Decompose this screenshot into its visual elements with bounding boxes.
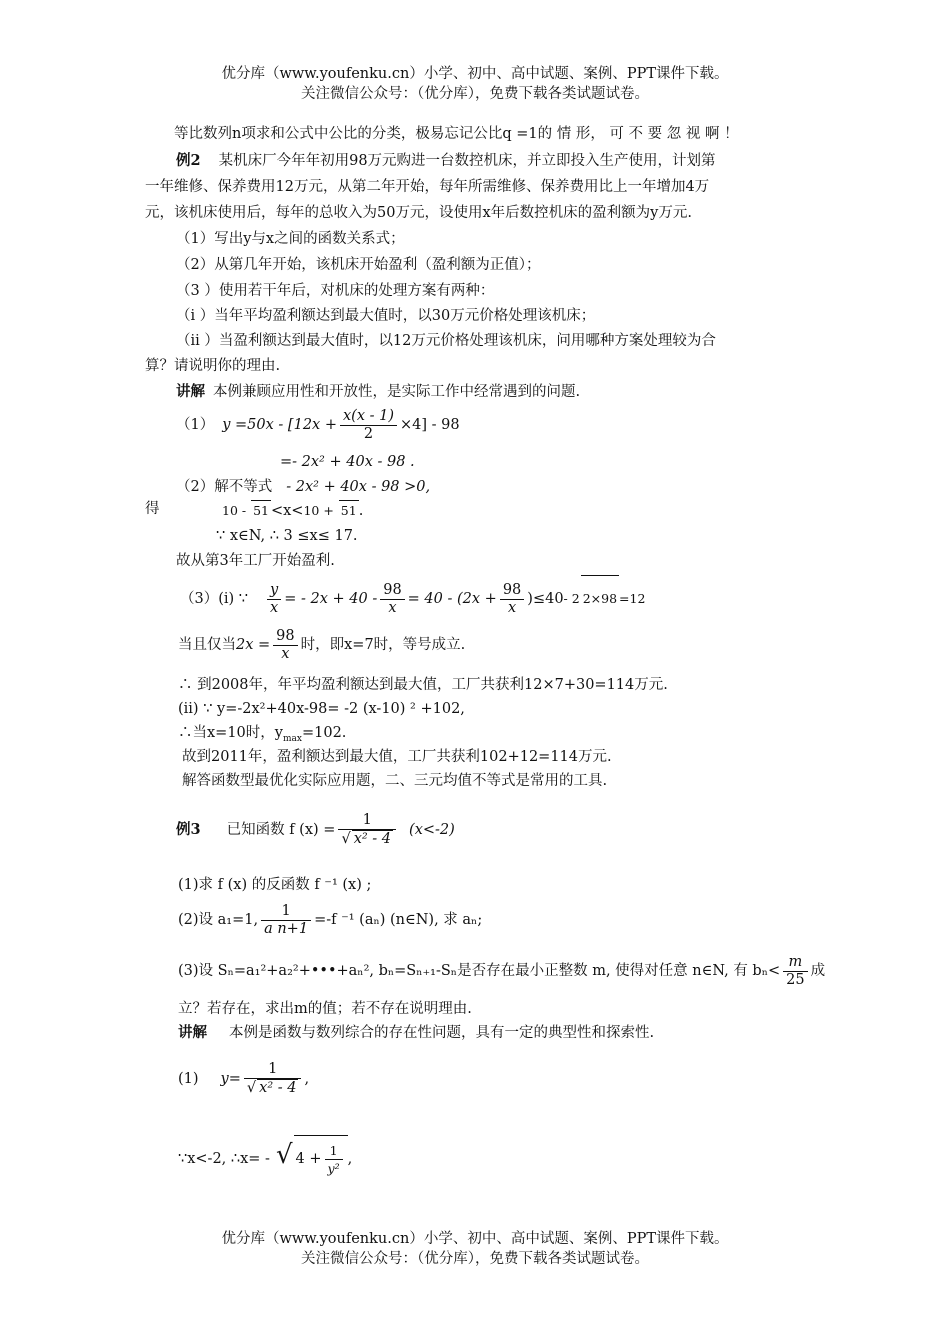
s3-equality-frac: [273, 628, 297, 663]
ex2-s2-de: 得: [145, 501, 160, 517]
s2-range-b: 10 +: [303, 503, 338, 518]
ex2-solution-label: 讲解: [176, 383, 205, 400]
ex2-s2-conclusion: 故从第3年工厂开始盈利.: [176, 553, 335, 569]
ex2-s2-range: [222, 500, 363, 521]
ex2-question-2: （2）从第几年开始，该机床开始盈利（盈利额为正值）；: [176, 257, 541, 273]
footer-line-1: 优分库（www.youfenku.cn）小学、初中、高中试题、案例、PPT课件下载。: [221, 1231, 729, 1247]
ex3-stem-a: 已知函数 f (x) =: [226, 822, 336, 838]
s2-sqrt-51-b: [339, 500, 359, 521]
ex3-q3-a: (3)设 Sₙ=a₁²+a₂²+•••+aₙ², bₙ=Sₙ₊₁-Sₙ是否存在最小正整数 m, 使得对任意 n∈N, 有 bₙ<: [178, 963, 781, 979]
ex3-question-1: (1)求 f (x) 的反函数 f ⁻¹ (x) ;: [178, 877, 372, 893]
ex3-s2-formula: [178, 1132, 352, 1182]
ex3-s2-sqrt-a: 4 +: [295, 1151, 322, 1167]
ex2-s2-line: [176, 477, 430, 497]
ex3-stem-frac: [338, 812, 396, 848]
ex3-s1-frac-den: [244, 1078, 302, 1097]
ex2-s3-year-2011: 故到2011年，盈利额达到最大值，工厂共获利102+12=114万元.: [182, 749, 612, 765]
ex2-s3-ymax: [178, 723, 346, 743]
ex3-stem-sqrt-sign: √: [341, 831, 351, 847]
ex3-s1-sqrt-sign: √: [246, 1080, 257, 1096]
s3-equality-frac-num: 98: [276, 627, 295, 644]
s3-sqrt: [581, 575, 619, 622]
ex2-option-ii-1: （ii ）当盈利额达到最大值时，以12万元价格处理该机床，问用哪种方案处理较为合: [176, 333, 716, 349]
ex3-solution-text: 本例是函数与数列综合的存在性问题，具有一定的典型性和探索性.: [229, 1025, 655, 1041]
s3-expr-1: = - 2x + 40 -: [284, 591, 378, 607]
ex2-s2-integer: ∵ x∈N, ∴ 3 ≤x≤ 17.: [216, 528, 358, 544]
s3-equality-c: 时，即x=7时，等号成立.: [300, 637, 466, 653]
ex2-option-i: （i ）当年平均盈利额达到最大值时，以30万元价格处理该机床；: [176, 308, 596, 324]
ex3-q3-frac: [783, 954, 807, 989]
ex3-s2-frac-den: y²: [325, 1159, 343, 1177]
ex3-label: 例3: [176, 821, 201, 838]
ex2-label: 例2: [176, 152, 201, 169]
s2-sqrt-51-a-val: 51: [253, 503, 269, 518]
ex3-question-3: [178, 951, 825, 991]
ex2-solution-intro: [176, 382, 580, 402]
ex2-question-3: （3 ）使用若干年后，对机床的处理方案有两种：: [176, 283, 495, 299]
s2-label: （2）解不等式: [176, 479, 273, 495]
ex3-stem-frac-den: [338, 829, 396, 848]
s3-ymax-a: ∴当x=10时，y: [178, 725, 283, 741]
ex2-question-1: （1）写出y与x之间的函数关系式；: [176, 231, 405, 247]
ex3-q3-b: 成: [810, 963, 826, 979]
ex3-question-3-cont: 立？若存在，求出m的值；若不存在说明理由.: [178, 1001, 472, 1017]
s3-equality-b: 2x =: [236, 637, 271, 653]
header-line-2: 关注微信公众号：（优分库），免费下载各类试题试卷。: [301, 86, 649, 102]
s3-expr-4: - 2: [563, 591, 580, 606]
s3-frac-98x-a-num: 98: [383, 581, 402, 598]
s2-sqrt-51-b-val: 51: [340, 503, 357, 518]
ex2-s3-formula: [180, 575, 645, 622]
ex2-s3-year-2008: ∴ 到2008年，年平均盈利额达到最大值，工厂共获利12×7+30=114万元.: [178, 677, 668, 693]
ex3-stem-b: (x<-2): [409, 822, 455, 838]
s3-frac-98x-a-den: x: [380, 599, 404, 617]
s2-range-end: .: [358, 503, 364, 519]
s1-fraction: [340, 408, 397, 443]
s3-frac-yx-den: x: [267, 599, 281, 617]
ex3-q2-a: (2)设 a₁=1,: [178, 912, 259, 928]
s3-frac-98x-b-num: 98: [502, 581, 522, 598]
s3-frac-98x-a: [380, 582, 404, 617]
ex2-text-1: 某机床厂今年年初用98万元购进一台数控机床，并立即投入生产使用，计划第: [218, 153, 716, 169]
header-line-1: 优分库（www.youfenku.cn）小学、初中、高中试题、案例、PPT课件下载。: [221, 66, 729, 82]
s1-frac-den: 2: [340, 425, 397, 443]
s2-range-lt: <x<: [270, 503, 304, 519]
s1-frac-num: x(x - 1): [342, 407, 394, 424]
ex3-q2-frac: [261, 903, 311, 938]
s3-frac-98x-b-den: x: [500, 599, 524, 617]
ex3-q2-frac-num: 1: [281, 902, 291, 919]
s3-equality-frac-den: x: [273, 645, 297, 663]
ex3-s2-sqrt-sign: √: [275, 1140, 293, 1170]
s3-expr-2: = 40 - (2x +: [407, 591, 497, 607]
s3-frac-yx-num: y: [270, 581, 279, 598]
ex3-s1-y: y=: [220, 1071, 241, 1087]
ex2-option-ii-2: 算？请说明你的理由.: [145, 358, 281, 374]
s3-label: （3）(i) ∵: [180, 591, 249, 607]
ex3-s2-frac: [325, 1142, 343, 1177]
s1-right: ×4] - 98: [400, 417, 460, 433]
ex2-line-3: 元，该机床使用后，每年的总收入为50万元，设使用x年后数控机床的盈利额为y万元.: [145, 205, 692, 221]
ex2-s3-equality: [178, 624, 465, 666]
s3-expr-5: =12: [619, 591, 646, 606]
footer-line-2: 关注微信公众号：（优分库），免费下载各类试题试卷。: [301, 1251, 649, 1267]
ex2-solution-text: 本例兼顾应用性和开放性，是实际工作中经常遇到的问题.: [213, 384, 581, 400]
ex2-s3-summary: 解答函数型最优化实际应用题，二、三元均值不等式是常用的工具.: [182, 773, 608, 789]
s3-sqrt-val: 2×98: [582, 591, 618, 606]
s2-range-a: 10 -: [222, 503, 251, 518]
ex3-stem-sqrt: x² - 4: [353, 831, 392, 847]
ex3-q2-frac-den: a n+1: [261, 920, 311, 938]
s3-frac-yx: [267, 582, 281, 617]
ex3-solution-label: 讲解: [178, 1024, 207, 1041]
ex2-s1-result: =- 2x² + 40x - 98 .: [280, 454, 415, 470]
s1-left: y =50x - [12x +: [222, 417, 337, 433]
s3-equality-a: 当且仅当: [178, 637, 236, 653]
ex3-q3-frac-num: m: [788, 953, 803, 970]
s2-sqrt-51-a: [251, 500, 271, 521]
ex2-line-2: 一年维修、保养费用12万元，从第二年开始，每年所需维修、保养费用比上一年增加4万: [145, 179, 710, 195]
ex2-s3-ii: (ii) ∵ y=-2x²+40x-98= -2 (x-10) ² +102,: [178, 701, 465, 717]
ex2-s1-formula: [176, 402, 460, 448]
ex3-question-2: [178, 898, 482, 942]
ex3-s1-label: (1): [178, 1071, 199, 1087]
ex3-s1-comma: ,: [304, 1071, 310, 1087]
ex3-s2-a: ∵x<-2, ∴x= -: [178, 1151, 270, 1167]
ex3-s2-sqrt: [294, 1135, 348, 1182]
ex3-s1-frac: [244, 1061, 302, 1097]
ex3-stem-frac-num: 1: [362, 812, 372, 828]
ex3-stem: [176, 808, 455, 852]
ex3-q2-b: =-f ⁻¹ (aₙ) (n∈N), 求 aₙ;: [314, 912, 483, 928]
ex3-s1-formula: [178, 1056, 309, 1102]
ex3-q3-frac-den: 25: [783, 971, 807, 989]
ex3-s1-frac-num: 1: [268, 1061, 278, 1077]
s3-ymax-b: =102.: [301, 725, 347, 741]
ex3-s2-frac-num: 1: [329, 1142, 338, 1158]
ex3-s2-comma: ,: [347, 1151, 353, 1167]
ex3-solution-intro: [178, 1023, 654, 1043]
ex2-line-1: [176, 151, 716, 171]
s3-ymax-sub: max: [282, 733, 302, 744]
intro-text: 等比数列n项求和公式中公比的分类，极易忘记公比q =1的 情 形， 可 不 要 忽 视 啊 ！: [174, 126, 739, 142]
s1-label: （1）: [176, 417, 215, 433]
ex3-s1-sqrt: x² - 4: [259, 1080, 297, 1096]
s3-frac-98x-b: [500, 582, 524, 617]
s3-expr-3: )≤40: [527, 591, 564, 607]
s2-inequality: - 2x² + 40x - 98 >0,: [286, 479, 431, 495]
